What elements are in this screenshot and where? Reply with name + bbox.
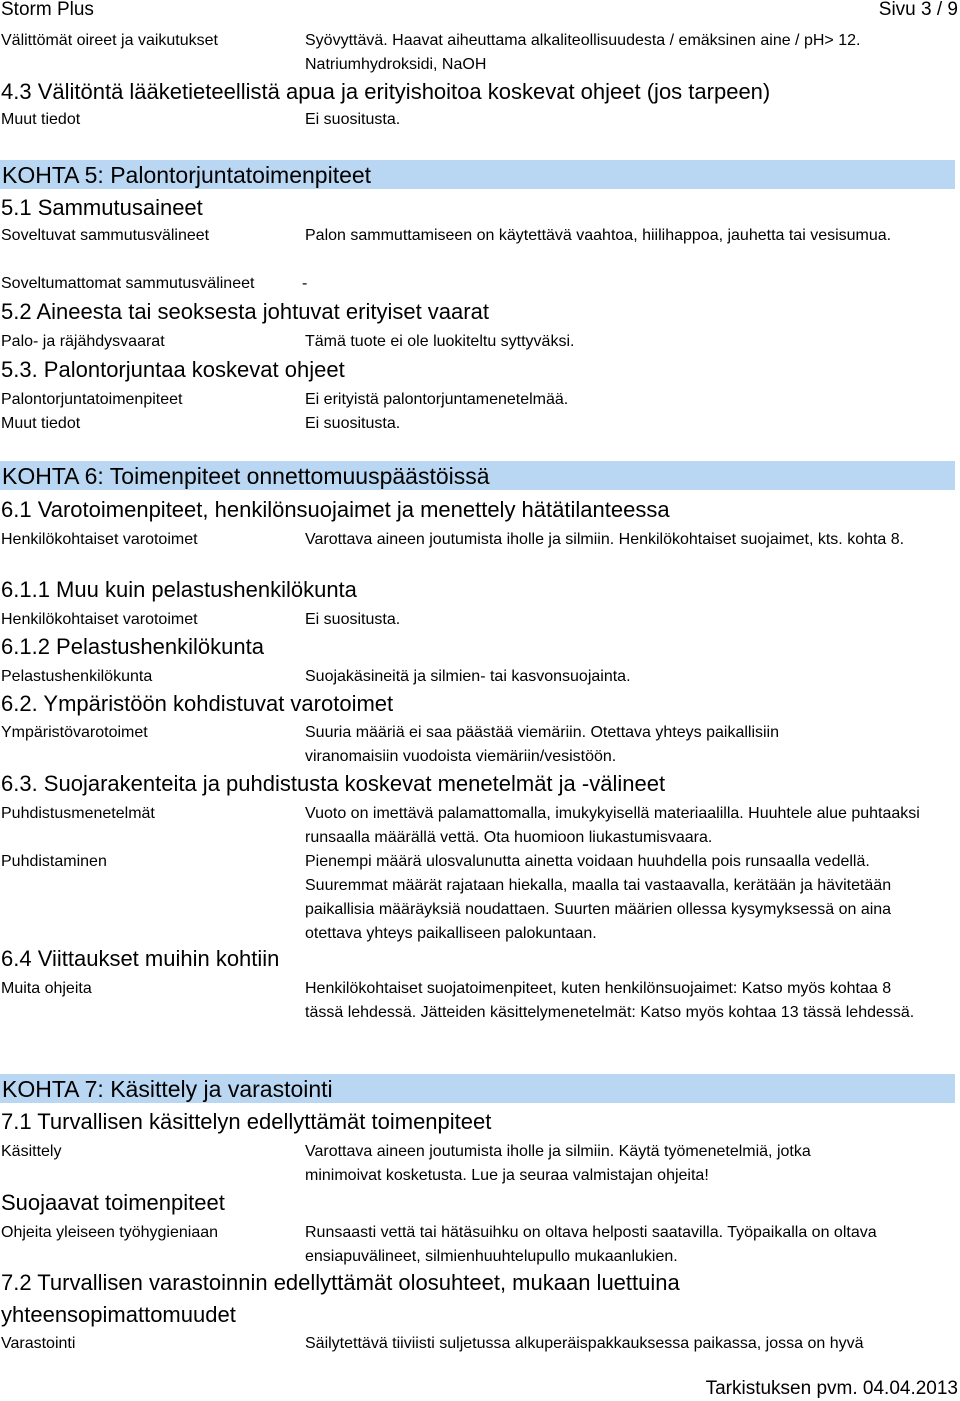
subheading-6-2: 6.2. Ympäristöön kohdistuvat varotoimet bbox=[1, 691, 394, 716]
row-label: Ympäristövarotoimet bbox=[1, 724, 148, 741]
section-bar-7 bbox=[0, 1074, 955, 1103]
row-value: Syövyttävä. Haavat aiheuttama alkaliteollisuudesta / emäksinen aine / pH> 12. Natriumhydroksidi, NaOH bbox=[305, 32, 861, 73]
row-value: Ei suositusta. bbox=[305, 111, 401, 128]
row-label: Välittömät oireet ja vaikutukset bbox=[1, 32, 218, 49]
section-title-5: KOHTA 5: Palontorjuntatoimenpiteet bbox=[2, 162, 372, 188]
section-title-6: KOHTA 6: Toimenpiteet onnettomuuspäästöissä bbox=[2, 463, 490, 489]
row-label: Ohjeita yleiseen työhygieniaan bbox=[1, 1224, 219, 1241]
row-value: Varottava aineen joutumista iholle ja silmiin. Käytä työmenetelmiä, jotka minimoivat kosketusta. Lue ja seuraa valmistajan ohjeita! bbox=[305, 1143, 811, 1184]
row-label: Palontorjuntatoimenpiteet bbox=[1, 391, 183, 408]
row-label: Soveltuvat sammutusvälineet bbox=[1, 227, 210, 244]
row-label: Varastointi bbox=[1, 1335, 76, 1352]
row-label: Muut tiedot bbox=[1, 111, 81, 128]
row-value: Palon sammuttamiseen on käytettävä vaahtoa, hiilihappoa, jauhetta tai vesisumua. bbox=[305, 227, 892, 244]
row-value: Varottava aineen joutumista iholle ja silmiin. Henkilökohtaiset suojaimet, kts. kohta 8. bbox=[305, 531, 905, 548]
subheading-7-1: 7.1 Turvallisen käsittelyn edellyttämät toimenpiteet bbox=[1, 1109, 492, 1134]
row-label: Puhdistaminen bbox=[1, 853, 107, 870]
subheading-protective-measures: Suojaavat toimenpiteet bbox=[1, 1190, 225, 1215]
row-label: Pelastushenkilökunta bbox=[1, 668, 153, 685]
row-value: Pienempi määrä ulosvalunutta ainetta voidaan huuhdella pois runsaalla vedellä. Suuremmat määrät rajataan hiekalla, maalla tai vastaavalla, kerätään ja hävitetään paikallisia määräyksiä noudattaen. Suurten määrien ollessa kysymyksessä on aina otettava yhteys paikalliseen palokuntaan. bbox=[305, 853, 892, 942]
subheading-6-1: 6.1 Varotoimenpiteet, henkilönsuojaimet ja menettely hätätilanteessa bbox=[1, 497, 670, 522]
row-label: Henkilökohtaiset varotoimet bbox=[1, 531, 198, 548]
row-value: - bbox=[302, 275, 308, 292]
section-heading-4-3: 4.3 Välitöntä lääketieteellistä apua ja erityishoitoa koskevat ohjeet (jos tarpeen) bbox=[1, 79, 771, 104]
row-value: Vuoto on imettävä palamattomalla, imukykyisellä materiaalilla. Huuhtele alue puhtaaksi runsaalla määrällä vettä. Ota huomioon liukastumisvaara. bbox=[305, 805, 920, 846]
row-value: Ei suositusta. bbox=[305, 611, 401, 628]
row-value: Ei erityistä palontorjuntamenetelmää. bbox=[305, 391, 569, 408]
product-name: Storm Plus bbox=[1, 0, 94, 20]
row-label: Puhdistusmenetelmät bbox=[1, 805, 155, 822]
subheading-5-3: 5.3. Palontorjuntaa koskevat ohjeet bbox=[1, 357, 345, 382]
subheading-6-1-1: 6.1.1 Muu kuin pelastushenkilökunta bbox=[1, 577, 357, 602]
subheading-6-3: 6.3. Suojarakenteita ja puhdistusta koskevat menetelmät ja -välineet bbox=[1, 771, 666, 796]
subheading-5-1: 5.1 Sammutusaineet bbox=[1, 195, 203, 220]
subheading-7-2-line1: 7.2 Turvallisen varastoinnin edellyttämät olosuhteet, mukaan luettuina bbox=[1, 1270, 680, 1295]
row-label: Henkilökohtaiset varotoimet bbox=[1, 611, 198, 628]
revision-date: Tarkistuksen pvm. 04.04.2013 bbox=[705, 1378, 958, 1399]
row-label: Käsittely bbox=[1, 1143, 62, 1160]
section-title-7: KOHTA 7: Käsittely ja varastointi bbox=[2, 1076, 333, 1102]
section-bar-6 bbox=[0, 461, 955, 490]
row-value: Säilytettävä tiiviisti suljetussa alkuperäispakkauksessa paikassa, jossa on hyvä bbox=[305, 1335, 864, 1352]
row-value: Tämä tuote ei ole luokiteltu syttyväksi. bbox=[305, 333, 575, 350]
page-number: Sivu 3 / 9 bbox=[878, 0, 958, 20]
row-value: Runsaasti vettä tai hätäsuihku on oltava helposti saatavilla. Työpaikalla on oltava ensiapuvälineet, silmienhuuhtelupullo mukaanlukien. bbox=[305, 1224, 877, 1265]
subheading-6-4: 6.4 Viittaukset muihin kohtiin bbox=[1, 946, 280, 971]
row-label: Muita ohjeita bbox=[1, 980, 92, 997]
subheading-6-1-2: 6.1.2 Pelastushenkilökunta bbox=[1, 634, 264, 659]
subheading-5-2: 5.2 Aineesta tai seoksesta johtuvat erityiset vaarat bbox=[1, 299, 489, 324]
row-label: Palo- ja räjähdysvaarat bbox=[1, 333, 165, 350]
subheading-7-2-line2: yhteensopimattomuudet bbox=[1, 1302, 236, 1327]
row-value: Ei suositusta. bbox=[305, 415, 401, 432]
row-label: Muut tiedot bbox=[1, 415, 81, 432]
row-value: Suuria määriä ei saa päästää viemäriin. Otettava yhteys paikallisiin viranomaisiin vuodoista viemäriin/vesistöön. bbox=[305, 724, 780, 765]
row-value: Henkilökohtaiset suojatoimenpiteet, kuten henkilönsuojaimet: Katso myös kohtaa 8 tässä lehdessä. Jätteiden käsittelymenetelmät: Katso myös kohtaa 13 tässä lehdessä. bbox=[305, 980, 915, 1021]
row-label: Soveltumattomat sammutusvälineet bbox=[1, 275, 255, 292]
section-bar-5 bbox=[0, 160, 955, 189]
row-value: Suojakäsineitä ja silmien- tai kasvonsuojainta. bbox=[305, 668, 631, 685]
